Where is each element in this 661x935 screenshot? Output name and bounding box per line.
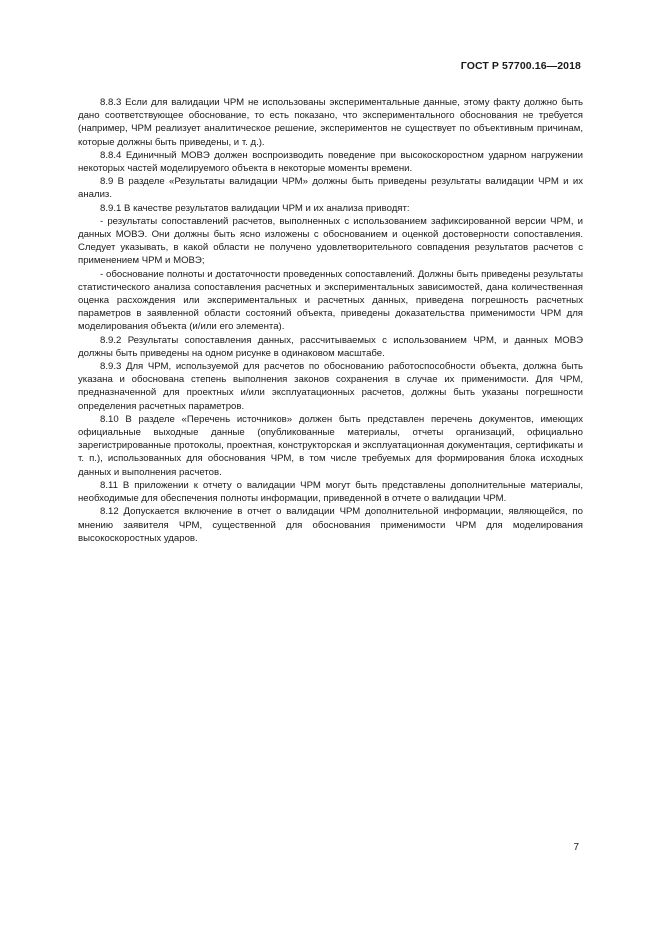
- paragraph-8-9: 8.9 В разделе «Результаты валидации ЧРМ» должны быть приведены результаты валидации ЧРМ и их анализ.: [78, 176, 583, 201]
- paragraph-8-9-3: 8.9.3 Для ЧРМ, используемой для расчетов по обоснованию работоспособности объекта, должна быть указана и обоснована степень выполнения законов сохранения в случае их применимости. Для ЧРМ, предназначенной для проектных и/или эксплуатационных расчетов, должны быть указаны погрешности определения расчетных параметров.: [78, 361, 583, 412]
- paragraph-8-9-1: 8.9.1 В качестве результатов валидации ЧРМ и их анализа приводят:: [100, 202, 410, 214]
- document-body: [78, 96, 583, 545]
- paragraph-8-11: 8.11 В приложении к отчету о валидации ЧРМ могут быть представлены дополнительные материалы, необходимые для обеспечения полноты информации, приведенной в отчете о валидации ЧРМ.: [78, 479, 583, 505]
- paragraph-8-9-2: 8.9.2 Результаты сопоставления данных, рассчитываемых с использованием ЧРМ, и данных МОВЭ должны быть приведены на одном рисунке в одинаковом масштабе.: [78, 334, 583, 359]
- list-item-comparison-results: - результаты сопоставлений расчетов, выполненных с использованием зафиксированной версии ЧРМ, и данных МОВЭ. Они должны быть ясно изложены с обоснованием и оценкой достоверности сопоставления. Следует указывать, в какой области не получено удовлетворительного совпадения результатов расчетов с применением ЧРМ и МОВЭ;: [78, 215, 583, 267]
- list-item-completeness-justification: - обоснование полноты и достаточности проведенных сопоставлений. Должны быть приведены результаты статистического анализа сопоставления расчетных и экспериментальных зависимостей, дана количественная оценка расхождения или экспериментальных и расчетных данных, приведена погрешность расчетных параметров в заявленной области состояний объекта, приведены доказательства применимости ЧРМ для моделирования объекта (и/или его элемента).: [78, 268, 583, 333]
- paragraph-8-12: 8.12 Допускается включение в отчет о валидации ЧРМ дополнительной информации, являющейся, по мнению заявителя ЧРМ, существенной для обоснования применимости ЧРМ для моделирования высокоскоростных ударов.: [78, 506, 583, 544]
- paragraph-8-10: 8.10 В разделе «Перечень источников» должен быть представлен перечень документов, имеющих официальные выходные данные (опубликованные материалы, отчеты организаций, официально зарегистрированные протоколы, проектная, конструкторская и эксплуатационная документация, сертификаты и т. п.), использованных для обоснования ЧРМ, в том числе требуемых для формирования блока исходных данных и выполнения расчетов.: [78, 413, 583, 478]
- document-code-header: ГОСТ Р 57700.16—2018: [460, 60, 581, 72]
- paragraph-8-8-3: 8.8.3 Если для валидации ЧРМ не использованы экспериментальные данные, этому факту должно быть дано соответствующее обоснование, то есть показано, что экспериментального обоснования не требуется (например, ЧРМ реализует аналитическое решение, экспериментов не существует по объективным причинам, которые должны быть приведены, и т. д.).: [78, 97, 583, 148]
- page-number: 7: [573, 842, 579, 853]
- paragraph-8-8-4: 8.8.4 Единичный МОВЭ должен воспроизводить поведение при высокоскоростном ударном нагружении некоторых частей моделируемого объекта в некоторые моменты времени.: [78, 149, 583, 175]
